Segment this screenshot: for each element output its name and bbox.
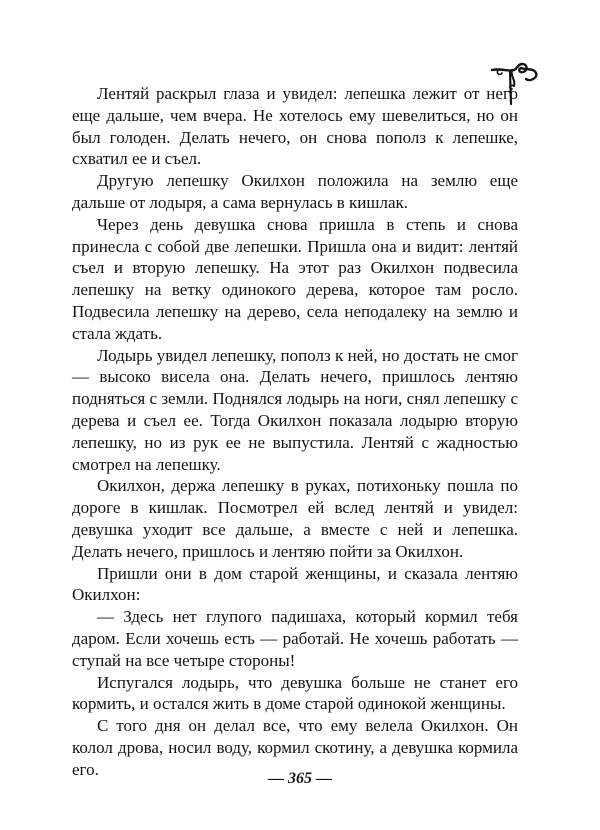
paragraph: — Здесь нет глупого падишаха, который кормил тебя даром. Если хочешь есть — работай. Не хочешь работать — ступай на все четыре стороны! [72, 607, 518, 670]
paragraph: Лодырь увидел лепешку, пополз к ней, но достать не смог — высоко висела она. Делать нечего, пришлось лентяю подняться с земли. Поднялся лодырь на ноги, снял лепешку с дерева и съел ее. Тогда Окилхон показала лодырю вторую лепешку, но из рук ее не выпустила. Лентяй с жадностью смотрел на лепешку. [72, 345, 518, 474]
story-text [72, 83, 518, 781]
paragraph: Лентяй раскрыл глаза и увидел: лепешка лежит от него еще дальше, чем вчера. Не хотелось ему шевелиться, но он был голоден. Делать нечего, он снова пополз к лепешке, схватил ее и съел. [72, 84, 518, 169]
paragraph: Другую лепешку Окилхон положила на землю еще дальше от лодыря, а сама вернулась в кишлак. [72, 171, 518, 212]
page-number: — 365 — [268, 770, 332, 787]
paragraph: Испугался лодырь, что девушка больше не станет его кормить, и остался жить в доме старой одинокой женщины. [72, 672, 518, 714]
paragraph: Через день девушка снова пришла в степь и снова принесла с собой две лепешки. Пришла она и видит: лентяй съел и вторую лепешку. На этот раз Окилхон подвесила лепешку на ветку одинокого дерева, которое там росло. Подвесила лепешку на дерево, села неподалеку на землю и стала ждать. [72, 214, 518, 343]
paragraph: Окилхон, держа лепешку в руках, потихоньку пошла по дороге в кишлак. Посмотрел ей вслед лентяй и увидел: девушка уходит все дальше, а вместе с ней и лепешка. Делать нечего, пришлось и лентяю пойти за Окилхон. [72, 476, 518, 561]
paragraph: С того дня он делал все, что ему велела Окилхон. Он колол дрова, носил воду, кормил скотину, а девушка кормила его. [72, 716, 518, 779]
paragraph: Пришли они в дом старой женщины, и сказала лентяю Окилхон: [72, 563, 518, 605]
